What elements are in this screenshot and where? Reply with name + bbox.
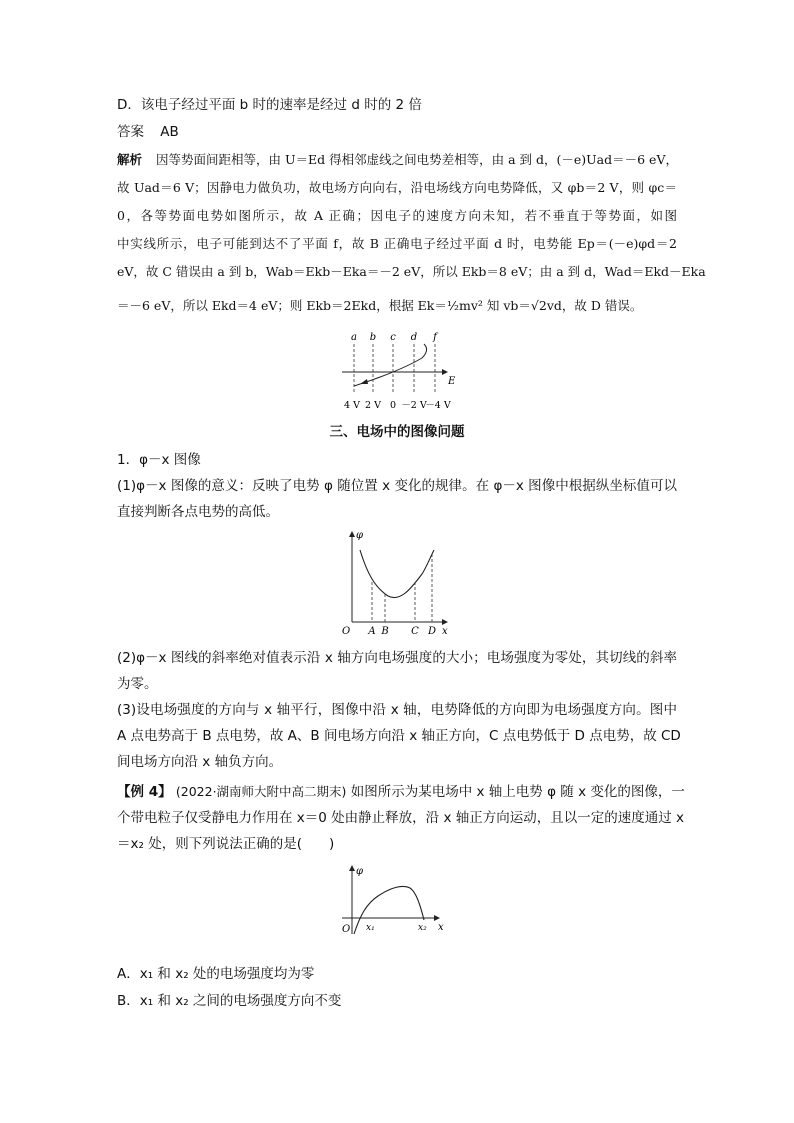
y-axis-arrow-icon — [349, 531, 355, 537]
answer-value: AB — [160, 124, 179, 140]
equipotential-lines — [354, 344, 435, 394]
paragraph-3-line-3: 间电场方向沿 x 轴负方向。 — [117, 754, 283, 770]
phi-x-figure — [338, 526, 460, 642]
phi-curve — [354, 886, 424, 934]
y-label: φ — [356, 866, 364, 877]
x-axis-arrow-icon — [434, 915, 440, 921]
field-arrow-icon — [442, 369, 448, 375]
trajectory-arrow-icon — [360, 379, 368, 384]
potential-label-c: 0 — [389, 400, 397, 411]
potential-label-a: 4 V — [344, 400, 360, 411]
example-tag: 【例 4】 — [117, 784, 172, 800]
origin-label: O — [342, 924, 351, 935]
answer-label: 答案 — [117, 124, 144, 140]
analysis-line-2: 故 Uad＝6 V；因静电力做负功，故电场方向向右，沿电场线方向电势降低，又 φb＝2 V，则 φc＝ — [117, 180, 677, 195]
x-label: x — [438, 922, 444, 933]
example-4-line-1 — [117, 782, 685, 802]
electron-trajectory — [354, 344, 427, 386]
option-b: B．x₁ 和 x₂ 之间的电场强度方向不变 — [117, 993, 342, 1009]
x1-label: x₁ — [366, 923, 375, 933]
plane-label-d: d — [410, 332, 418, 343]
equipotential-figure — [338, 328, 462, 414]
plane-label-a: a — [351, 332, 357, 343]
subsection-title: 1．φ－x 图像 — [117, 452, 201, 468]
plane-label-f: f — [433, 332, 437, 343]
potential-label-d: －2 V — [401, 400, 427, 411]
analysis-line-4: 中实线所示，电子可能到达不了平面 f，故 B 正确电子经过平面 d 时，电势能 Ep＝(－e)φd＝2 — [117, 236, 677, 251]
point-label-a: A — [368, 626, 376, 637]
field-label: E — [448, 376, 456, 387]
analysis-line-3: 0，各等势面电势如图所示，故 A 正确；因电子的速度方向未知，若不垂直于等势面，如图 — [117, 208, 677, 223]
analysis-line-5: eV，故 C 错误由 a 到 b，Wab＝Ekb－Eka＝－2 eV，所以 Ekb＝8 eV；由 a 到 d，Wad＝Ekd－Eka — [117, 264, 706, 279]
origin-label: O — [342, 626, 351, 637]
potential-label-b: 2 V — [365, 400, 381, 411]
y-label: φ — [356, 530, 364, 541]
plane-label-c: c — [390, 332, 396, 343]
plane-label-b: b — [369, 332, 377, 343]
x-label: x — [442, 626, 448, 637]
point-label-d: D — [427, 626, 437, 637]
point-label-b: B — [381, 626, 389, 637]
point-label-c: C — [411, 626, 419, 637]
example-text-1: 如图所示为某电场中 x 轴上电势 φ 随 x 变化的图像，一 — [350, 784, 685, 800]
analysis-text-1: 因等势面间距相等，由 U＝Ed 得相邻虚线之间电势差相等，由 a 到 d，(－e)Uad＝－6 eV， — [156, 152, 678, 167]
analysis-label: 解析 — [117, 152, 143, 167]
x-axis-arrow-icon — [442, 619, 448, 625]
answer-line — [117, 122, 677, 142]
paragraph-3-line-1: (3)设电场强度的方向与 x 轴平行，图像中沿 x 轴，电势降低的方向即为电场强度方向。图中 — [117, 702, 677, 718]
paragraph-2-line-1: (2)φ－x 图线的斜率绝对值表示沿 x 轴方向电场强度的大小；电场强度为零处，其切线的斜率 — [117, 650, 677, 666]
paragraph-2-line-2: 为零。 — [117, 676, 158, 692]
x2-label: x₂ — [418, 923, 427, 933]
paragraph-3-line-2: A 点电势高于 B 点电势，故 A、B 间电场方向沿 x 轴正方向，C 点电势低于 D 点电势，故 CD — [117, 728, 681, 744]
example-phi-x-figure — [338, 862, 450, 942]
option-a: A．x₁ 和 x₂ 处的电场强度均为零 — [117, 966, 315, 982]
example-4-line-2: 个带电粒子仅受静电力作用在 x＝0 处由静止释放，沿 x 轴正方向运动，且以一定的速度通过 x — [117, 810, 685, 826]
y-axis-arrow-icon — [349, 865, 355, 871]
paragraph-1-line-2: 直接判断各点电势的高低。 — [117, 504, 279, 520]
example-source: (2022·湖南师大附中高二期末) — [175, 784, 347, 799]
section-title: 三、电场中的图像问题 — [329, 424, 465, 440]
paragraph-1-line-1: (1)φ－x 图像的意义：反映了电势 φ 随位置 x 变化的规律。在 φ－x 图像中根据纵坐标值可以 — [117, 478, 677, 494]
phi-curve — [360, 550, 434, 598]
analysis-line-1 — [117, 150, 677, 170]
option-d: D．该电子经过平面 b 时的速率是经过 d 时的 2 倍 — [117, 97, 422, 113]
potential-label-f: －4 V — [425, 400, 451, 411]
example-4-line-3: ＝x₂ 处，则下列说法正确的是( ) — [117, 836, 335, 852]
analysis-line-6: ＝－6 eV，所以 Ekd＝4 eV；则 Ekb＝2Ekd，根据 Ek＝½mv² 知 vb＝√2vd，故 D 错误。 — [117, 298, 643, 313]
